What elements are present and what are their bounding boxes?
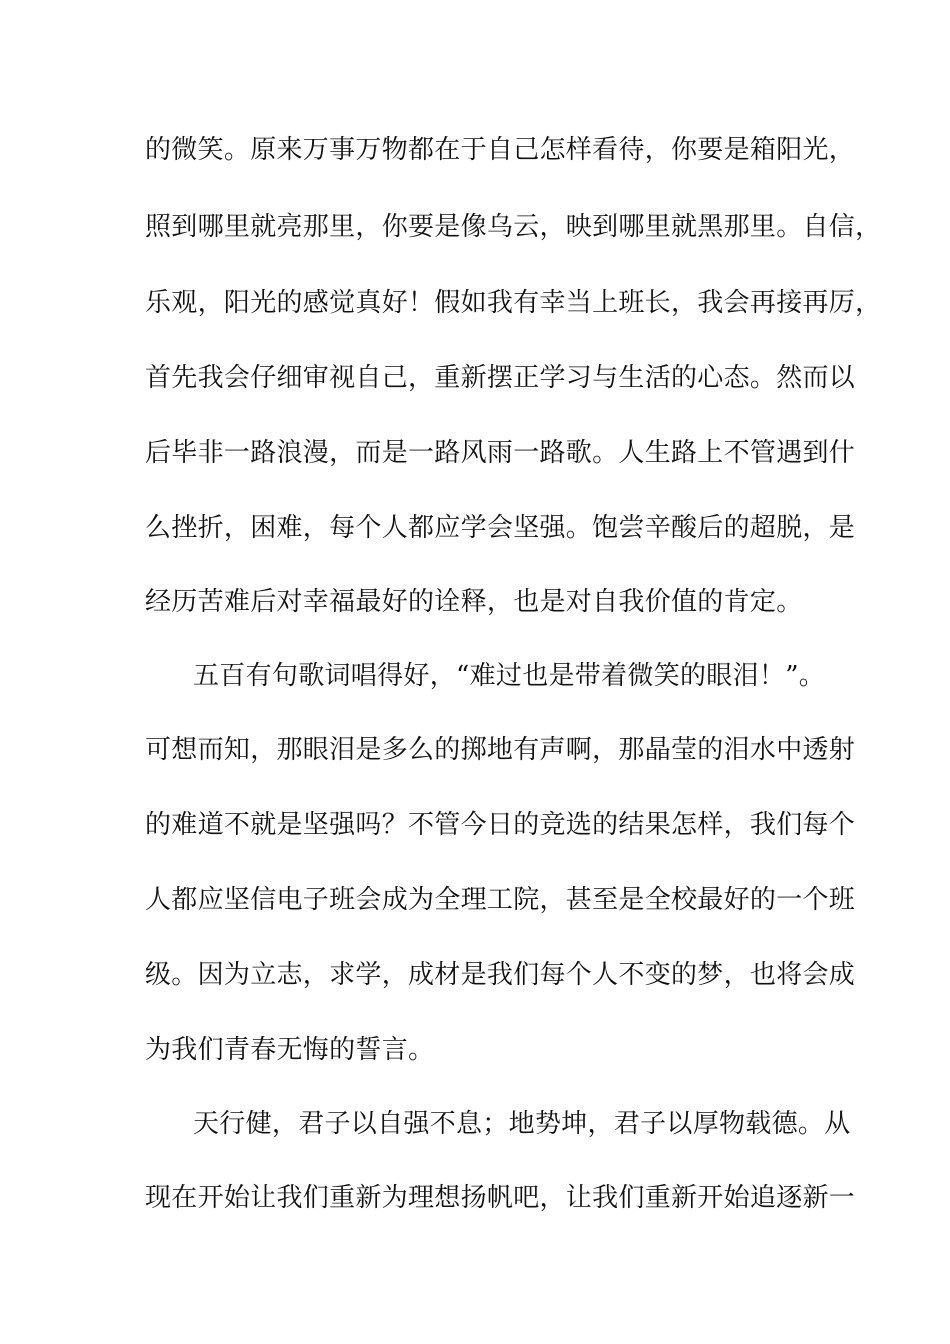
- text-line: 现在开始让我们重新为理想扬帆吧，让我们重新开始追逐新一: [145, 1183, 856, 1213]
- paragraph-start-line: 天行健，君子以自强不息；地势坤，君子以厚物载德。从: [193, 1109, 851, 1139]
- text-line: 可想而知，那眼泪是多么的掷地有声啊，那晶莹的泪水中透射: [145, 735, 856, 765]
- paragraph-start-line: 五百有句歌词唱得好，“难过也是带着微笑的眼泪！”。: [193, 661, 826, 691]
- text-line: 人都应坚信电子班会成为全理工院，甚至是全校最好的一个班: [145, 885, 856, 915]
- text-line: 么挫折，困难，每个人都应学会坚强。饱尝辛酸后的超脱，是: [145, 513, 856, 543]
- text-line: 经历苦难后对幸福最好的诠释，也是对自我价值的肯定。: [145, 587, 803, 617]
- text-line: 后毕非一路浪漫，而是一路风雨一路歌。人生路上不管遇到什: [145, 438, 856, 468]
- text-line: 的难道不就是坚强吗？不管今日的竞选的结果怎样，我们每个: [145, 810, 856, 840]
- text-line: 首先我会仔细审视自己，重新摆正学习与生活的心态。然而以: [145, 363, 856, 393]
- text-line: 乐观，阳光的感觉真好！假如我有幸当上班长，我会再接再厉，: [145, 288, 882, 318]
- text-line: 级。因为立志，求学，成材是我们每个人不变的梦，也将会成: [145, 960, 856, 990]
- text-line: 照到哪里就亮那里，你要是像乌云，映到哪里就黑那里。自信，: [145, 212, 882, 242]
- text-line: 为我们青春无悔的誓言。: [145, 1035, 435, 1065]
- text-line: 的微笑。原来万事万物都在于自己怎样看待，你要是箱阳光，: [145, 135, 856, 165]
